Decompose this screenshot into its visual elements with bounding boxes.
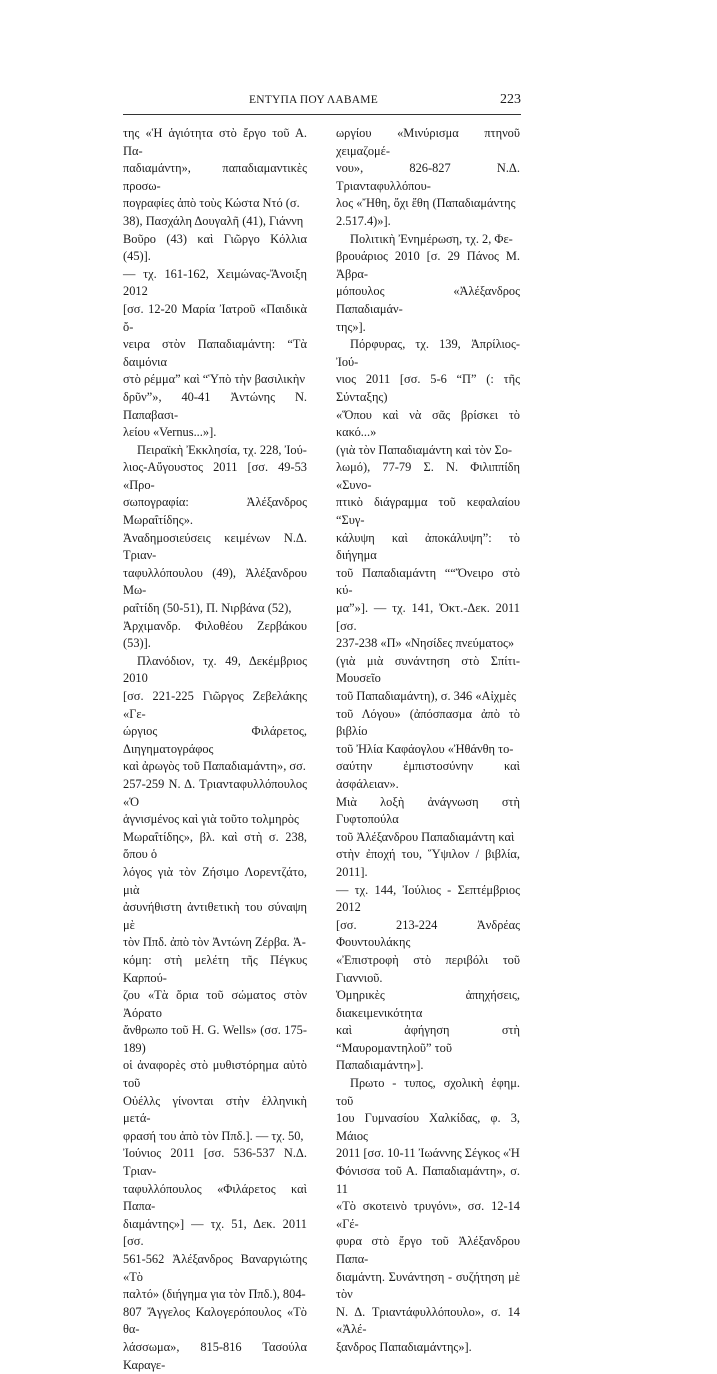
running-title: ΕΝΤΥΠΑ ΠΟΥ ΛΑΒΑΜΕ xyxy=(249,94,378,106)
right-column xyxy=(336,125,520,1357)
left-column xyxy=(123,125,307,1374)
page-header xyxy=(123,94,521,116)
paragraph-right-1: ωργίου «Μινύρισμα πτηνοῦ χειμαζομέ- νου», 826-827 Ν.Δ. Τριανταφυλλόπου- λος «Ἤθη, ὄχι ἔθη (Παπαδιαμάντης 2.517.4)»]. xyxy=(336,126,520,228)
paragraph-left-1: της «Ἡ ἁγιότητα στὸ ἔργο τοῦ Α. Πα- παδιαμάντη», παπαδιαμαντικὲς προσω- πογραφίες ἀπὸ τοὺς Κώστα Ντό (σ. 38), Πασχάλη Δουγαλῆ (41), Γιάννη Βοῦρο (43) καὶ Γιῶργο Κόλλια (45)]. — τχ. 161-162, Χειμώνας-Ἄνοιξη 2012 [σσ. 12-20 Μαρία Ἰατροῦ «Παιδικὰ ὄ- νειρα στὸν Παπαδιαμάντη: “Τὰ δαιμόνια στὸ ρέμμα” καὶ “Ὑπὸ τὴν βασιλικὴν δρῦν”», 40-41 Ἀντώνης Ν. Παπαβασι- λείου «Vernus...»]. xyxy=(123,126,307,440)
header-rule xyxy=(123,114,521,115)
paragraph-left-2: Πειραϊκὴ Ἐκκλησία, τχ. 228, Ἰού- λιος-Αὔγουστος 2011 [σσ. 49-53 «Προ- σωπογραφία: Ἀλέξανδρος Μωραΐτίδης». Ἀναδημοσιεύσεις κειμένων Ν.Δ. Τριαν- ταφυλλόπουλου (49), Ἀλέξανδρου Μω- ραΐτίδη (50-51), Π. Νιρβάνα (52), Ἀρχιμανδρ. Φιλοθέου Ζερβάκου (53)]. xyxy=(123,442,307,651)
paragraph-right-4: Πρωτο - τυπος, σχολικὴ ἐφημ. τοῦ 1ου Γυμνασίου Χαλκίδας, φ. 3, Μάιος 2011 [σσ. 10-11 Ἰωάννης Σέγκος «Ἡ Φόνισσα τοῦ Α. Παπαδιαμάντη», σ. 11 «Τὸ σκοτεινὸ τρυγόνι», σσ. 12-14 «Γέ- φυρα στὸ ἔργο τοῦ Ἀλέξανδρου Παπα- διαμάντη. Συνάντηση - συζήτηση μὲ τὸν Ν. Δ. Τριαντάφυλλόπουλο», σ. 14 «Ἀλέ- ξανδρος Παπαδιαμάντης»]. xyxy=(336,1076,520,1354)
page-number: 223 xyxy=(500,92,521,107)
paragraph-right-2: Πολιτικὴ Ἐνημέρωση, τχ. 2, Φε- βρουάριος 2010 [σ. 29 Πάνος Μ. Ἀβρα- μόπουλος «Ἀλέξανδρος Παπαδιαμάν- της»]. xyxy=(336,231,520,334)
paragraph-right-3: Πόρφυρας, τχ. 139, Ἀπρίλιος-Ἰού- νιος 2011 [σσ. 5-6 “Π” (: τῆς Σύνταξης) «Ὅπου καὶ νὰ σᾶς βρίσκει τὸ κακό...» (γιὰ τὸν Παπαδιαμάντη καὶ τὸν Σο- λωμό), 77-79 Σ. Ν. Φιλιππίδη «Συνο- πτικὸ διάγραμμα τοῦ κεφαλαίου “Συγ- κάλυψη καὶ ἀποκάλυψη”: τὸ διήγημα τοῦ Παπαδιαμάντη ““Ὄνειρο στὸ κύ- μα”»]. — τχ. 141, Ὀκτ.-Δεκ. 2011 [σσ. 237-238 «Π» «Νησίδες πνεύματος» (γιὰ μιὰ συνάντηση στὸ Σπίτι-Μουσεῖο τοῦ Παπαδιαμάντη), σ. 346 «Αἰχμὲς τοῦ Λόγου» (ἀπόσπασμα ἀπὸ τὸ βιβλίο τοῦ Ἠλία Καφάογλου «Ἠθάνθη το- σαύτην ἐμπιστοσύνην καὶ ἀσφάλειαν». Μιὰ λοξὴ ἀνάγνωση στὴ Γυφτοπούλα τοῦ Ἀλέξανδρου Παπαδιαμάντη καὶ στὴν ἐποχή του, Ὕψιλον / βιβλία, 2011]. — τχ. 144, Ἰούλιος - Σεπτέμβριος 2012 [σσ. 213-224 Ἀνδρέας Φουντουλάκης «Ἐπιστροφὴ στὸ περιβόλι τοῦ Γιαννιοῦ. Ὁμηρικὲς ἀπηχήσεις, διακειμενικότητα καὶ ἀφήγηση στὴ “Μαυρομαντηλοῦ” τοῦ Παπαδιαμάντη»]. xyxy=(336,337,520,1073)
paragraph-left-3: Πλανόδιον, τχ. 49, Δεκέμβριος 2010 [σσ. 221-225 Γιῶργος Ζεβελάκης «Γε- ώργιος Φιλάρετος, Διηγηματογράφος καὶ ἀρωγὸς τοῦ Παπαδιαμάντη», σσ. 257-259 Ν. Δ. Τριανταφυλλόπουλος «Ὁ ἁγνισμένος καὶ γιὰ τοῦτο τολμηρὸς Μωραΐτίδης», βλ. καὶ στὴ σ. 238, ὅπου ὁ λόγος γιὰ τὸν Ζήσιμο Λορεντζάτο, μιὰ ἀσυνήθιστη ἀντιθετικὴ του σύναψη μὲ τὸν Ππδ. ἀπὸ τὸν Ἀντώνη Ζέρβα. Ἀ- κόμη: στὴ μελέτη τῆς Πέγκυς Καρπού- ζου «Τὰ ὅρια τοῦ σώματος στὸν Ἀόρατο ἄνθρωπο τοῦ H. G. Wells» (σσ. 175-189) οἱ ἀναφορὲς στὸ μυθιστόρημα αὐτὸ τοῦ Οὐέλλς γίνονται στὴν ἑλληνικὴ μετά- φρασή του ἀπὸ τὸν Ππδ.]. — τχ. 50, Ἰούνιος 2011 [σσ. 536-537 Ν.Δ. Τριαν- ταφυλλόπουλος «Φιλάρετος καὶ Παπα- διαμάντης»] — τχ. 51, Δεκ. 2011 [σσ. 561-562 Ἀλέξανδρος Βαναργιώτης «Τὸ παλτό» (διήγημα για τὸν Ππδ.), 804- 807 Ἄγγελος Καλογερόπουλος «Τὸ θα- λάσσωμα», 815-816 Τασούλα Καραγε- xyxy=(123,653,307,1372)
